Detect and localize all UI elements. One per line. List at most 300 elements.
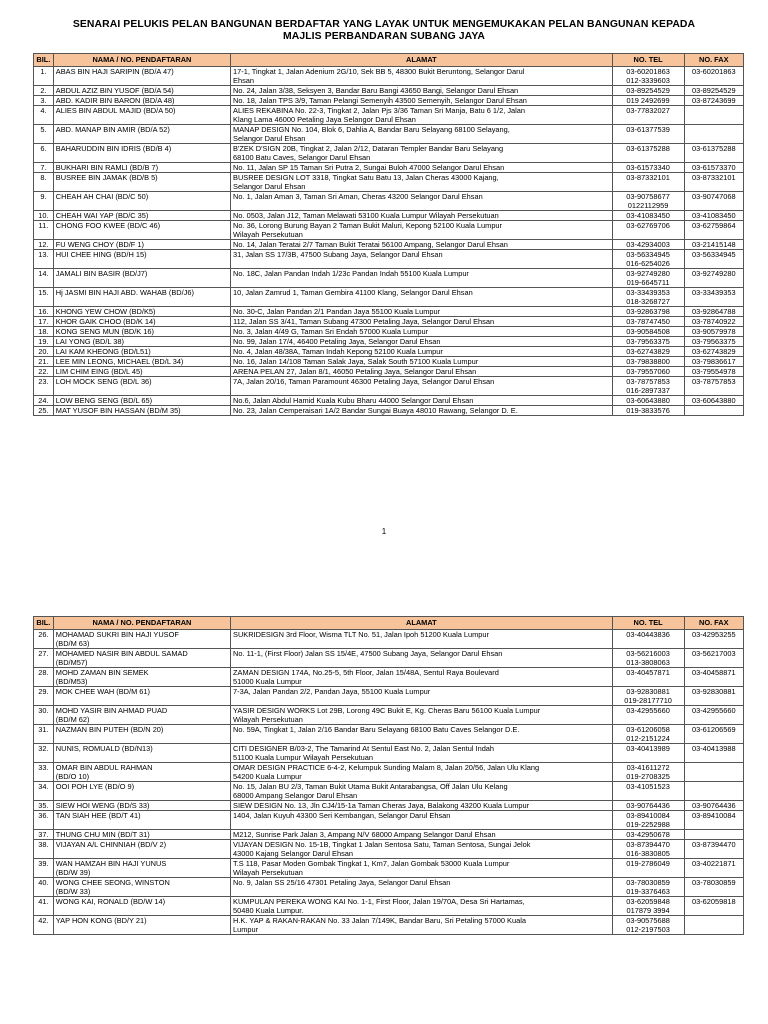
telephone-cell: [612, 337, 684, 347]
registrant-name: LIM CHIM EING (BD/L 45): [55, 367, 143, 376]
telephone-cell: [612, 744, 684, 763]
address-cell: [231, 396, 613, 406]
table-row: [34, 173, 744, 192]
fax-number: 03-33439353: [691, 288, 736, 297]
row-number-cell: [34, 744, 54, 763]
telephone: 03-62059848: [626, 897, 670, 906]
telephone-cell: [612, 406, 684, 416]
telephone: 03-78757853: [626, 377, 670, 386]
row-number-cell: [34, 801, 54, 811]
registrant-name: WONG CHEE SEONG, WINSTON: [55, 878, 170, 887]
telephone: 03-40457871: [626, 668, 670, 677]
fax-number-cell: [684, 916, 743, 935]
header-bil: BIL.: [34, 617, 54, 630]
address-cell: [231, 240, 613, 250]
fax-number: 03-40458871: [691, 668, 736, 677]
row-number: 9.: [40, 192, 47, 201]
telephone: 03-90584508: [626, 327, 670, 336]
address: Wilayah Persekutuan: [233, 230, 303, 239]
address-cell: [231, 706, 613, 725]
telephone-cell: [612, 763, 684, 782]
row-number: 14.: [38, 269, 49, 278]
telephone: 0122112959: [627, 201, 669, 210]
fax-number-cell: [684, 307, 743, 317]
telephone-cell: [612, 125, 684, 144]
address-cell: [231, 687, 613, 706]
fax-number: 03-56334945: [691, 250, 736, 259]
row-number-cell: [34, 830, 54, 840]
table-row: [34, 763, 744, 782]
address: No. 24, Jalan 3/38, Seksyen 3, Bandar Baru Bangi 43650 Bangi, Selangor Darul Ehsan: [233, 86, 519, 95]
row-number: 19.: [38, 337, 49, 346]
row-number-cell: [34, 763, 54, 782]
registrant-name-cell: [53, 897, 230, 916]
fax-number: 03-61573370: [691, 163, 736, 172]
telephone-cell: [612, 269, 684, 288]
registrant-name-cell: [53, 396, 230, 406]
address: No. 1, Jalan Aman 3, Taman Sri Aman, Cheras 43200 Selangor Darul Ehsan: [233, 192, 483, 201]
row-number-cell: [34, 897, 54, 916]
address-cell: [231, 86, 613, 96]
telephone: 03-41051523: [626, 782, 670, 791]
fax-number-cell: [684, 840, 743, 859]
telephone-cell: [612, 357, 684, 367]
address: 7-3A, Jalan Pandan 2/2, Pandan Jaya, 55100 Kuala Lumpur: [233, 687, 431, 696]
address-cell: [231, 337, 613, 347]
registrant-name: FU WENG CHOY (BD/F 1): [55, 240, 144, 249]
fax-number: 03-42953255: [691, 630, 736, 639]
address: No. 18C, Jalan Pandan Indah 1/23c Pandan Indah 55100 Kuala Lumpur: [233, 269, 469, 278]
fax-number-cell: [684, 687, 743, 706]
telephone: 03-77832027: [626, 106, 670, 115]
page-2-body: [34, 630, 744, 935]
telephone-cell: [612, 250, 684, 269]
registrant-name-cell: [53, 878, 230, 897]
address-cell: [231, 782, 613, 801]
table-row: [34, 367, 744, 377]
address-cell: [231, 192, 613, 211]
table-row: [34, 86, 744, 96]
telephone-cell: [612, 687, 684, 706]
address: Wilayah Persekutuan: [233, 868, 303, 877]
address-cell: [231, 125, 613, 144]
registrant-name: (BD/M 63): [55, 639, 90, 648]
table-row: [34, 327, 744, 337]
fax-number-cell: [684, 288, 743, 307]
row-number-cell: [34, 288, 54, 307]
telephone: 016-3830805: [626, 849, 670, 858]
telephone: 03-61377539: [626, 125, 670, 134]
fax-number: 03-90579978: [691, 327, 736, 336]
fax-number: 03-40413988: [691, 744, 736, 753]
telephone: 012-3339603: [626, 76, 670, 85]
table-row: [34, 840, 744, 859]
registrant-name-cell: [53, 269, 230, 288]
address: 54200 Kuala Lumpur: [233, 772, 302, 781]
fax-number-cell: [684, 396, 743, 406]
fax-number-cell: [684, 878, 743, 897]
address: 7A, Jalan 20/16, Taman Paramount 46300 Petaling Jaya, Selangor Darul Ehsan: [233, 377, 495, 386]
registrant-name: SIEW HOI WENG (BD/S 33): [55, 801, 150, 810]
fax-number: 03-56217003: [691, 649, 736, 658]
address: B'ZEK D'SIGN 20B, Tingkat 2, Jalan 2/12, Dataran Templer Bandar Baru Selayang: [233, 144, 504, 153]
address: 50480 Kuala Lumpur.: [233, 906, 304, 915]
table-row: [34, 337, 744, 347]
table-row: [34, 897, 744, 916]
telephone: 03-89410084: [626, 811, 670, 820]
registrant-name-cell: [53, 744, 230, 763]
registrant-name-cell: [53, 211, 230, 221]
fax-number-cell: [684, 357, 743, 367]
table-row: [34, 240, 744, 250]
registrant-name-cell: [53, 687, 230, 706]
address: No. 11, Jalan SP 15 Taman Sri Putra 2, Sungai Buloh 47000 Selangor Darul Ehsan: [233, 163, 505, 172]
row-number-cell: [34, 337, 54, 347]
page-1-body: [34, 67, 744, 416]
telephone: 03-40443836: [626, 630, 670, 639]
registrant-name-cell: [53, 725, 230, 744]
registrant-name-cell: [53, 240, 230, 250]
table-row: [34, 811, 744, 830]
registrant-name-cell: [53, 221, 230, 240]
fax-number-cell: [684, 211, 743, 221]
header-address: ALAMAT: [231, 54, 613, 67]
fax-number-cell: [684, 859, 743, 878]
registrant-name: MOHAMAD SUKRI BIN HAJI YUSOF: [55, 630, 179, 639]
telephone-cell: [612, 649, 684, 668]
address: No. 9, Jalan SS 25/16 47301 Petaling Jaya, Selangor Darul Ehsan: [233, 878, 451, 887]
registrant-name-cell: [53, 830, 230, 840]
fax-number-cell: [684, 801, 743, 811]
row-number: 6.: [40, 144, 47, 153]
fax-number: 03-89410084: [691, 811, 736, 820]
telephone: 019-3376463: [626, 887, 670, 896]
row-number-cell: [34, 144, 54, 163]
telephone-cell: [612, 327, 684, 337]
row-number-cell: [34, 317, 54, 327]
registrant-name: NUNIS, ROMUALD (BD/N13): [55, 744, 153, 753]
address-cell: [231, 744, 613, 763]
fax-number: 03-42955660: [691, 706, 736, 715]
fax-number-cell: [684, 406, 743, 416]
title-line-2: MAJLIS PERBANDARAN SUBANG JAYA: [283, 30, 485, 42]
table-row: [34, 106, 744, 125]
registrant-name-cell: [53, 406, 230, 416]
address: BUSREE DESIGN LOT 3318, Tingkat Satu Batu 13, Jalan Cheras 43000 Kajang,: [233, 173, 499, 182]
telephone: 03-78030859: [626, 878, 670, 887]
registrant-name-cell: [53, 377, 230, 396]
telephone-cell: [612, 859, 684, 878]
telephone: 03-90575688: [626, 916, 670, 925]
fax-number: 03-90764436: [691, 801, 736, 810]
fax-number-cell: [684, 240, 743, 250]
registrant-name-cell: [53, 840, 230, 859]
table-row: [34, 406, 744, 416]
fax-number: 03-87394470: [691, 840, 736, 849]
fax-number-cell: [684, 725, 743, 744]
telephone-cell: [612, 211, 684, 221]
telephone-cell: [612, 830, 684, 840]
fax-number: 03-78030859: [691, 878, 736, 887]
table-row: [34, 630, 744, 649]
registrant-name-cell: [53, 96, 230, 106]
row-number: 21.: [38, 357, 49, 366]
registrant-name-cell: [53, 649, 230, 668]
table-row: [34, 96, 744, 106]
row-number-cell: [34, 668, 54, 687]
telephone: 019 2492699: [626, 96, 670, 105]
registrant-name: ABD. MANAP BIN AMIR (BD/A 52): [55, 125, 170, 134]
fax-number-cell: [684, 96, 743, 106]
telephone-cell: [612, 288, 684, 307]
row-number-cell: [34, 269, 54, 288]
row-number: 4.: [40, 106, 47, 115]
telephone-cell: [612, 725, 684, 744]
telephone: 03-40413989: [626, 744, 670, 753]
registrant-name: OMAR BIN ABDUL RAHMAN: [55, 763, 153, 772]
fax-number: 03-92864788: [691, 307, 736, 316]
telephone: 019-2708325: [626, 772, 670, 781]
fax-number: 03-79563375: [691, 337, 736, 346]
row-number: 25.: [38, 406, 49, 415]
telephone-cell: [612, 706, 684, 725]
telephone-cell: [612, 173, 684, 192]
fax-number-cell: [684, 763, 743, 782]
page-1-table-wrapper: [33, 53, 744, 416]
registrant-name-cell: [53, 125, 230, 144]
registrant-name: LAI YONG (BD/L 38): [55, 337, 124, 346]
registrant-name: OOI POH LYE (BD/O 9): [55, 782, 135, 791]
table-row: [34, 221, 744, 240]
fax-number-cell: [684, 897, 743, 916]
registrant-name: WONG KAI, RONALD (BD/W 14): [55, 897, 166, 906]
telephone: 03-41611272: [626, 763, 670, 772]
row-number: 29.: [38, 687, 49, 696]
address: SUKRIDESIGN 3rd Floor, Wisma TLT No. 51, Jalan Ipoh 51200 Kuala Lumpur: [233, 630, 489, 639]
registrant-name-cell: [53, 801, 230, 811]
registrant-name: (BD/M57): [55, 658, 88, 667]
table-row: [34, 269, 744, 288]
registrant-name: ABD. KADIR BIN BARON (BD/A 48): [55, 96, 175, 105]
fax-number-cell: [684, 649, 743, 668]
registrant-name-cell: [53, 706, 230, 725]
row-number: 16.: [38, 307, 49, 316]
address: VIJAYAN DESIGN No. 15-1B, Tingkat 1 Jalan Sentosa Satu, Taman Sentosa, Sungai Jelok: [233, 840, 531, 849]
address: No. 11-1, (First Floor) Jalan SS 15/4E, 47500 Subang Jaya, Selangor Darul Ehsan: [233, 649, 503, 658]
row-number: 13.: [38, 250, 49, 259]
row-number-cell: [34, 630, 54, 649]
fax-number: 03-41083450: [691, 211, 736, 220]
table-row: [34, 377, 744, 396]
fax-number-cell: [684, 67, 743, 86]
row-number-cell: [34, 782, 54, 801]
registrant-name-cell: [53, 763, 230, 782]
fax-number-cell: [684, 144, 743, 163]
address: 43000 Kajang Selangor Darul Ehsan: [233, 849, 354, 858]
telephone-cell: [612, 782, 684, 801]
address: No. 18, Jalan TPS 3/9, Taman Pelangi Semenyih 43500 Semenyih, Selangor Darul Ehsan: [233, 96, 527, 105]
fax-number: 03-62759864: [691, 221, 736, 230]
table-row: [34, 307, 744, 317]
row-number: 15.: [38, 288, 49, 297]
address-cell: [231, 406, 613, 416]
row-number: 34.: [38, 782, 49, 791]
registrant-name: MOHD YASIR BIN AHMAD PUAD: [55, 706, 168, 715]
telephone-cell: [612, 377, 684, 396]
page-number: 1: [381, 527, 387, 536]
registrant-name: LAI KAM KHEONG (BD/L51): [55, 347, 151, 356]
telephone-cell: [612, 840, 684, 859]
fax-number-cell: [684, 367, 743, 377]
table-row: [34, 649, 744, 668]
registrant-name: CHEAH WAI YAP (BD/C 35): [55, 211, 149, 220]
telephone: 03-61375288: [626, 144, 670, 153]
address-cell: [231, 347, 613, 357]
row-number-cell: [34, 377, 54, 396]
address-cell: [231, 307, 613, 317]
table-row: [34, 859, 744, 878]
row-number: 38.: [38, 840, 49, 849]
telephone: 03-90764436: [626, 801, 670, 810]
registrant-name: JAMALI BIN BASIR (BD/J7): [55, 269, 148, 278]
telephone: 03-61573340: [626, 163, 670, 172]
fax-number-cell: [684, 337, 743, 347]
fax-number: 03-79554978: [691, 367, 736, 376]
row-number-cell: [34, 725, 54, 744]
address: 17-1, Tingkat 1, Jalan Adenium 2G/10, Sek BB 5, 48300 Bukit Beruntong, Selangor Darul: [233, 67, 525, 76]
address-cell: [231, 367, 613, 377]
table-row: [34, 144, 744, 163]
address-cell: [231, 878, 613, 897]
address-cell: [231, 725, 613, 744]
row-number: 26.: [38, 630, 49, 639]
registrant-name: TAN SIAH HEE (BD/T 41): [55, 811, 141, 820]
row-number-cell: [34, 357, 54, 367]
table-row: [34, 357, 744, 367]
registrant-name: BUSREE BIN JAMAK (BD/B 5): [55, 173, 158, 182]
telephone: 012-2197503: [626, 925, 670, 934]
telephone-cell: [612, 897, 684, 916]
address: CITI DESIGNER B/03-2, The Tamarind At Sentul East No. 2, Jalan Sentul Indah: [233, 744, 495, 753]
telephone: 016-6254026: [626, 259, 670, 268]
registrant-name-cell: [53, 192, 230, 211]
row-number-cell: [34, 307, 54, 317]
address: Selangor Darul Ehsan: [233, 134, 306, 143]
row-number-cell: [34, 811, 54, 830]
address-cell: [231, 763, 613, 782]
fax-number: 03-92749280: [691, 269, 736, 278]
row-number: 7.: [40, 163, 47, 172]
telephone: 03-62769706: [626, 221, 670, 230]
title-line-1: SENARAI PELUKIS PELAN BANGUNAN BERDAFTAR YANG LAYAK UNTUK MENGEMUKAKAN PELAN BANGUNAN KEPADA: [72, 19, 696, 30]
fax-number-cell: [684, 173, 743, 192]
address: 10, Jalan Zamrud 1, Taman Gembira 41100 Klang, Selangor Darul Ehsan: [233, 288, 473, 297]
address: 31, Jalan SS 17/3B, 47500 Subang Jaya, Selangor Darul Ehsan: [233, 250, 443, 259]
address: ZAMAN DESIGN 174A, No.25-5, 5th Floor, Jalan 15/48A, Sentul Raya Boulevard: [233, 668, 499, 677]
address: 68100 Batu Caves, Selangor Darul Ehsan: [233, 153, 371, 162]
row-number: 41.: [38, 897, 49, 906]
address: M212, Sunrise Park Jalan 3, Ampang N/V 68000 Ampang Selangor Darul Ehsan: [233, 830, 496, 839]
telephone: 03-62743829: [626, 347, 670, 356]
fax-number-cell: [684, 269, 743, 288]
fax-number-cell: [684, 347, 743, 357]
address: 1404, Jalan Kuyuh 43300 Seri Kembangan, Selangor Darul Ehsan: [233, 811, 451, 820]
fax-number: 03-61206569: [691, 725, 736, 734]
row-number: 39.: [38, 859, 49, 868]
registrant-name: MOHAMED NASIR BIN ABDUL SAMAD: [55, 649, 188, 658]
address: No. 30-C, Jalan Pandan 2/1 Pandan Jaya 55100 Kuala Lumpur: [233, 307, 441, 316]
row-number-cell: [34, 240, 54, 250]
row-number-cell: [34, 163, 54, 173]
telephone-cell: [612, 163, 684, 173]
registrant-name-cell: [53, 86, 230, 96]
fax-number: 03-78740922: [691, 317, 736, 326]
header-tel: NO. TEL: [612, 617, 684, 630]
table-row: [34, 916, 744, 935]
telephone-cell: [612, 811, 684, 830]
registrant-name: ABAS BIN HAJI SARIPIN (BD/A 47): [55, 67, 174, 76]
registrant-name: CHEAH AH CHAI (BD/C 50): [55, 192, 149, 201]
telephone-cell: [612, 396, 684, 406]
address: No.6, Jalan Abdul Hamid Kuala Kubu Bharu 44000 Selangor Darul Ehsan: [233, 396, 474, 405]
row-number-cell: [34, 878, 54, 897]
address: No. 36, Lorong Burung Bayan 2 Taman Bukit Maluri, Kepong 52100 Kuala Lumpur: [233, 221, 503, 230]
page-1-table: [33, 53, 744, 416]
address-cell: [231, 211, 613, 221]
fax-number-cell: [684, 221, 743, 240]
fax-number-cell: [684, 86, 743, 96]
row-number-cell: [34, 687, 54, 706]
row-number-cell: [34, 649, 54, 668]
registrant-name-cell: [53, 916, 230, 935]
registrant-name-cell: [53, 630, 230, 649]
row-number-cell: [34, 859, 54, 878]
telephone: 013-3808063: [626, 658, 670, 667]
telephone: 019-28177710: [624, 696, 672, 705]
address: Wilayah Persekutuan: [233, 715, 303, 724]
registrant-name-cell: [53, 327, 230, 337]
header-bil: BIL.: [34, 54, 54, 67]
row-number-cell: [34, 86, 54, 96]
address: Klang Lama 46000 Petaling Jaya Selangor Darul Ehsan: [233, 115, 416, 124]
row-number-cell: [34, 192, 54, 211]
row-number-cell: [34, 125, 54, 144]
telephone-cell: [612, 106, 684, 125]
address-cell: [231, 897, 613, 916]
header-tel: NO. TEL: [612, 54, 684, 67]
table-row: [34, 125, 744, 144]
registrant-name: VIJAYAN A/L CHINNIAH (BD/V 2): [55, 840, 167, 849]
registrant-name-cell: [53, 357, 230, 367]
table-row: [34, 192, 744, 211]
table-header-row: [34, 54, 744, 67]
registrant-name: LEE MIN LEONG, MICHAEL (BD/L 34): [55, 357, 184, 366]
address: No. 3, Jalan 4/49 G, Taman Sri Endah 57000 Kuala Lumpur: [233, 327, 429, 336]
table-row: [34, 744, 744, 763]
registrant-name-cell: [53, 859, 230, 878]
table-header-row: [34, 617, 744, 630]
registrant-name-cell: [53, 67, 230, 86]
registrant-name-cell: [53, 250, 230, 269]
telephone-cell: [612, 96, 684, 106]
fax-number-cell: [684, 830, 743, 840]
registrant-name: Hj JASMI BIN HAJI ABD. WAHAB (BD/J6): [55, 288, 194, 297]
address-cell: [231, 830, 613, 840]
address: No. 15, Jalan BU 2/3, Taman Bukit Utama Bukit Antarabangsa, Off Jalan Ulu Kelang: [233, 782, 508, 791]
address-cell: [231, 840, 613, 859]
telephone: 03-60643880: [626, 396, 670, 405]
table-row: [34, 317, 744, 327]
